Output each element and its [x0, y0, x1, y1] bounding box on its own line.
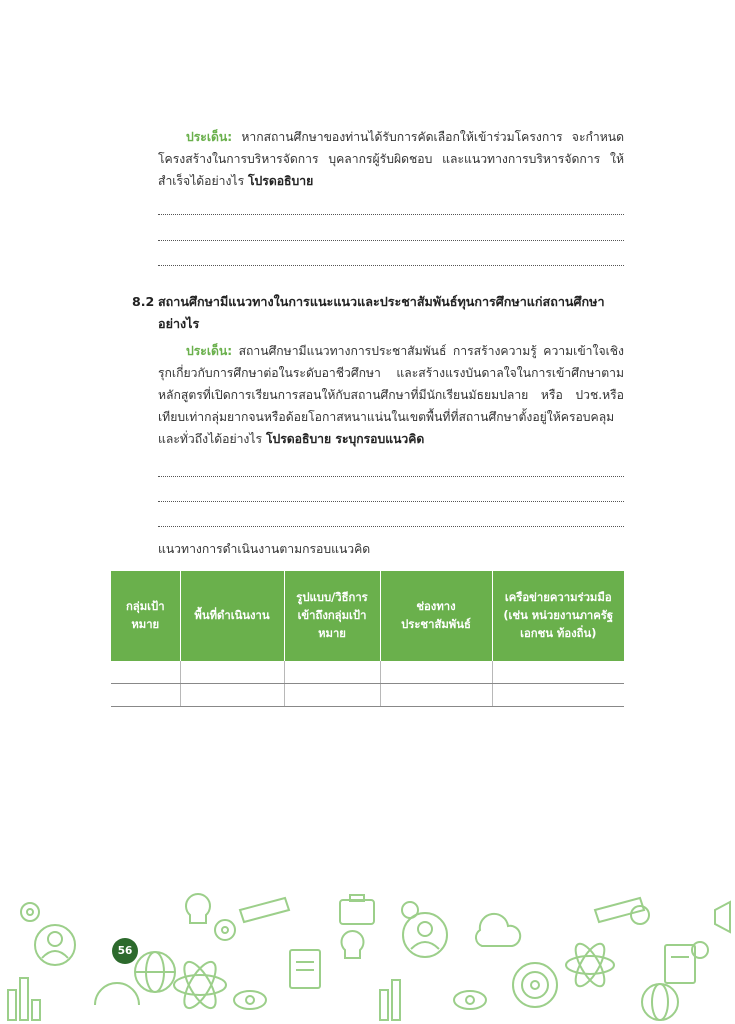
issue-text: สถานศึกษามีแนวทางการประชาสัมพันธ์ การสร้างความรู้ ความเข้าใจเชิงรุกเกี่ยวกับการศึกษาต่อในระดับอาชีวศึกษา และสร้างแรงบันดาลใจในการเข้าศึกษาตามหลักสูตรที่เปิดการเรียนการสอนให้กับสถานศึกษาที่มีนักเรียนมัธยมปลาย หรือ ปวช.หรือเทียบเท่ากลุ่มยากจนหรือด้อยโอกาสหนาแน่นในเขตพื้นที่ที่สถานศึกษาตั้งอยู่ให้ครอบคลุมและทั่วถึงได้อย่างไร [158, 344, 624, 446]
table-cell[interactable] [111, 684, 180, 707]
table-cell[interactable] [180, 684, 284, 707]
user-icon [411, 942, 439, 949]
table-cell[interactable] [380, 661, 492, 684]
section-heading [132, 291, 627, 335]
globe-icon [652, 984, 668, 1020]
table-cell[interactable] [180, 661, 284, 684]
atom-icon [566, 956, 614, 974]
target-icon [522, 972, 548, 998]
eye-icon [454, 991, 486, 1009]
gear-icon [631, 906, 649, 924]
bar-chart-icon [32, 1000, 40, 1020]
user-icon [418, 922, 432, 936]
lightbulb-icon [342, 931, 364, 958]
user-icon [48, 932, 62, 946]
gear-icon [27, 909, 33, 915]
table-cell[interactable] [492, 684, 624, 707]
answer-line[interactable] [158, 526, 624, 527]
target-icon [531, 981, 539, 989]
table-cell[interactable] [380, 684, 492, 707]
cloud-icon [476, 914, 520, 946]
table-row [111, 661, 624, 684]
answer-line[interactable] [158, 240, 624, 241]
header-target-group: กลุ่มเป้าหมาย [111, 571, 180, 661]
eye-icon [234, 991, 266, 1009]
table-header-row [111, 571, 624, 661]
target-icon [513, 963, 557, 1007]
bar-chart-icon [380, 990, 388, 1020]
issue-instruction: โปรดอธิบาย ระบุกรอบแนวคิด [265, 432, 425, 446]
table-cell[interactable] [284, 684, 380, 707]
section-number: 8.2 [132, 294, 155, 309]
atom-icon [174, 975, 226, 995]
answer-line[interactable] [158, 501, 624, 502]
document-icon [665, 945, 695, 983]
header-pr-channel: ช่องทางประชาสัมพันธ์ [380, 571, 492, 661]
table-caption: แนวทางการดำเนินงานตามกรอบแนวคิด [158, 542, 371, 556]
header-operating-area: พื้นที่ดำเนินงาน [180, 571, 284, 661]
briefcase-icon [340, 900, 374, 924]
answer-line[interactable] [158, 265, 624, 266]
page-number: 56 [112, 938, 138, 964]
globe-icon [642, 984, 678, 1020]
issue-instruction: โปรดอธิบาย [247, 174, 314, 188]
issue-label: ประเด็น: [186, 344, 233, 358]
gear-icon [222, 927, 228, 933]
answer-line[interactable] [158, 214, 624, 215]
issue-paragraph-1 [158, 126, 624, 192]
gear-icon [21, 903, 39, 921]
lightbulb-icon [186, 894, 210, 923]
bar-chart-icon [8, 990, 16, 1020]
answer-line[interactable] [158, 476, 624, 477]
table-cell[interactable] [284, 661, 380, 684]
issue-label: ประเด็น: [186, 130, 233, 144]
bar-chart-icon [392, 980, 400, 1020]
telescope-icon [240, 898, 289, 922]
issue-paragraph-2 [158, 340, 624, 450]
issue-text: หากสถานศึกษาของท่านได้รับการคัดเลือกให้เข้าร่วมโครงการ จะกำหนดโครงสร้างในการบริหารจัดการ บุคลากรผู้รับผิดชอบ และแนวทางการบริหารจัดการ ให้สำเร็จได้อย่างไร [158, 130, 624, 188]
table-row [111, 684, 624, 707]
pie-chart-icon [95, 983, 139, 1005]
eye-icon [466, 996, 474, 1004]
gear-icon [215, 920, 235, 940]
framework-table [111, 571, 624, 707]
user-icon [42, 951, 68, 958]
briefcase-icon [350, 895, 364, 901]
header-access-method: รูปแบบ/วิธีการเข้าถึงกลุ่มเป้าหมาย [284, 571, 380, 661]
table-cell[interactable] [492, 661, 624, 684]
section-title: สถานศึกษามีแนวทางในการแนะแนวและประชาสัมพันธ์ทุนการศึกษาแก่สถานศึกษาอย่างไร [158, 294, 605, 331]
eye-icon [246, 996, 254, 1004]
telescope-icon [595, 898, 644, 922]
megaphone-icon [715, 902, 730, 932]
header-partner-network: เครือข่ายความร่วมมือ (เช่น หน่วยงานภาครัฐ เอกชน ท้องถิ่น) [492, 571, 624, 661]
bar-chart-icon [20, 978, 28, 1020]
footer-icon-pattern [0, 890, 735, 1024]
table-cell[interactable] [111, 661, 180, 684]
